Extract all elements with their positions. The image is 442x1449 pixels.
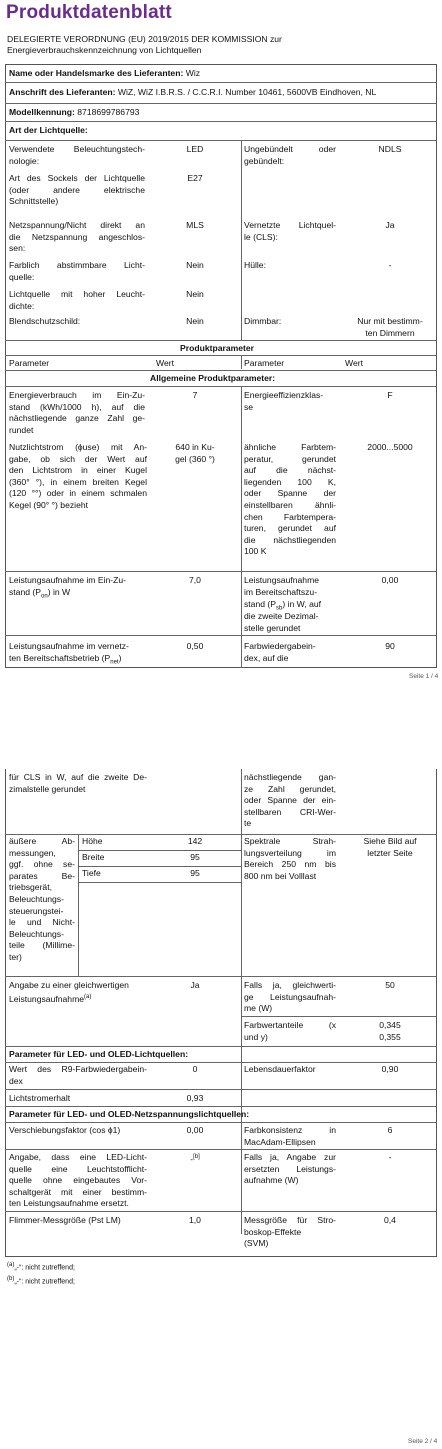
light-source-right-param-2-line: Hülle: bbox=[244, 260, 266, 270]
cls-standby-cont-line: für CLS in W, auf die zweite De- bbox=[9, 772, 147, 782]
stroboscopic-metric-line: (SVM) bbox=[244, 1238, 269, 1249]
power-on-line-2: stand $(P_{on})$ in W bbox=[9, 587, 71, 600]
stroboscopic-metric-value: 0,4 bbox=[384, 1215, 396, 1225]
light-source-param-0-line: Verwendete Beleuchtungstech- bbox=[9, 144, 145, 154]
light-source-right-param-0-line: Ungebündelt oder bbox=[244, 144, 336, 154]
dimensions-label-line: parates Be- bbox=[9, 870, 75, 881]
luminous-flux-line: den Lichtstrom in einer Kugel bbox=[9, 465, 147, 476]
energy-consumption-line: Energieverbrauch im Ein-Zu- bbox=[9, 390, 145, 400]
supplier-name-row: Name oder Handelsmarke des Lieferanten: Wiz bbox=[9, 68, 201, 78]
cri-cont-line: ze Zahl gerundet, bbox=[244, 783, 336, 794]
dimensions-label-line: ter) bbox=[9, 952, 22, 962]
footnote-1: $^{(b)}$„-“: nicht zutreffend; bbox=[7, 1276, 75, 1286]
lifetime-factor-value: 0,90 bbox=[381, 1064, 399, 1074]
standby-line-3: die zweite Dezimal- bbox=[244, 611, 319, 621]
light-source-param-5-line: Blendschutzschild: bbox=[9, 316, 81, 326]
color-temp-line: 100 K bbox=[244, 546, 267, 557]
light-source-value-0: LED bbox=[186, 144, 204, 154]
flicker-metric: Flimmer-Messgröße (Pst LM) bbox=[9, 1215, 121, 1225]
flicker-metric-value: 1,0 bbox=[189, 1215, 201, 1225]
light-source-right-param-1-line: Vernetzte Lichtquel- bbox=[244, 220, 336, 230]
energy-consumption-value-line: 7 bbox=[192, 390, 198, 400]
dimensions-label-line: teile (Millime- bbox=[9, 940, 75, 951]
fluorescent-replacement-line: quelle eine Leuchtstofflicht- bbox=[9, 1163, 147, 1174]
dimensions-label-line: messungen, bbox=[9, 847, 56, 858]
standby-line-0: Leistungsaufnahme bbox=[244, 575, 320, 585]
dimensions-label-line: Beleuchtungs- bbox=[9, 894, 64, 904]
equivalent-power-watts-line: ge Leistungsaufnah- bbox=[244, 991, 336, 1002]
dimension-1-name: Breite bbox=[82, 852, 105, 862]
col-value-left: Wert bbox=[156, 358, 174, 368]
fluorescent-replacement-line: Angabe, dass eine LED-Licht- bbox=[9, 1152, 147, 1162]
standby-line-2: stand $(P_{sb})$ in W, auf bbox=[244, 599, 322, 612]
model-row: Modellkennung: 8718699786793 bbox=[9, 107, 140, 117]
chromaticity-value-line: 0,345 bbox=[379, 1020, 401, 1030]
color-temp-line: chen Farbtempera- bbox=[244, 511, 336, 522]
light-source-right-value-2-line: - bbox=[388, 260, 392, 270]
color-consistency-value: 6 bbox=[387, 1125, 393, 1135]
energy-consumption-line: rundet bbox=[9, 424, 34, 435]
color-temp-line: liegenden 100 K, bbox=[244, 476, 336, 487]
dimensions-label-line: Beleuchtungs- bbox=[9, 928, 64, 939]
color-temp-value-line: 2000...5000 bbox=[367, 442, 413, 452]
spectral-distribution-line: lungsverteilung im bbox=[244, 847, 336, 858]
light-source-right-value-3-line: ten Dimmern bbox=[365, 327, 415, 338]
dimension-0-value: 142 bbox=[187, 836, 203, 846]
light-source-value-4: Nein bbox=[186, 289, 204, 299]
dimension-0-name: Höhe bbox=[82, 836, 103, 846]
light-source-value-3: Nein bbox=[186, 260, 204, 270]
energy-class-value-line: F bbox=[387, 390, 393, 400]
color-temp-line: turen, gerundet auf bbox=[244, 523, 336, 534]
luminous-flux-line: (120 °°) oder in einem schmalen bbox=[9, 488, 147, 499]
lumen-maintenance: Lichtstromerhalt bbox=[9, 1093, 71, 1103]
energy-consumption-line: stand (kWh/1000 h), auf die bbox=[9, 401, 145, 412]
light-source-param-0-line: nologie: bbox=[9, 155, 40, 166]
equivalent-power-watts-line: me (W) bbox=[244, 1003, 273, 1014]
dimension-2-value: 95 bbox=[190, 868, 200, 878]
light-source-value-2: MLS bbox=[186, 220, 204, 230]
luminous-flux-value-line: gel (360 °) bbox=[175, 453, 215, 464]
displacement-factor: Verschiebungsfaktor (cos ɸ1) bbox=[9, 1125, 121, 1135]
chromaticity-value-line: 0,355 bbox=[379, 1031, 401, 1042]
lumen-maintenance-value: 0,93 bbox=[186, 1093, 204, 1103]
r9-index-line: dex bbox=[9, 1075, 23, 1086]
replaced-power-line: Falls ja, Angabe zur bbox=[244, 1152, 336, 1162]
col-param-left: Parameter bbox=[9, 358, 50, 368]
fluorescent-replacement-line: ten Leistungsaufnahme ersetzt. bbox=[9, 1198, 129, 1209]
replaced-power-value: - bbox=[388, 1152, 392, 1162]
equivalent-power-line-0: Angabe zu einer gleichwertigen bbox=[9, 980, 129, 990]
equivalent-power-watts-line: Falls ja, gleichwerti- bbox=[244, 980, 336, 990]
luminous-flux-value-line: 640 in Ku- bbox=[175, 442, 215, 452]
r9-index-value: 0 bbox=[192, 1064, 198, 1074]
cri-value-line: 90 bbox=[385, 641, 395, 651]
color-temp-line: auf die nächst- bbox=[244, 465, 336, 476]
color-consistency-line: Farbkonsistenz in bbox=[244, 1125, 336, 1135]
energy-consumption-line: nächstliegende ganze Zahl ge- bbox=[9, 413, 145, 424]
light-source-param-3-line: quelle: bbox=[9, 271, 35, 282]
standby-line-1: im Bereitschaftszu- bbox=[244, 587, 318, 597]
light-source-param-2-line: Netzspannung/Nicht direkt an bbox=[9, 220, 145, 230]
light-source-value-1: E27 bbox=[187, 173, 203, 183]
luminous-flux-line: gabe, ob sich der Wert auf bbox=[9, 453, 147, 464]
equivalent-power-value: Ja bbox=[190, 980, 200, 990]
light-source-right-value-3-line: Nur mit bestimm- bbox=[357, 316, 423, 326]
cri-line: dex, auf die bbox=[244, 652, 289, 663]
networked-standby-value-line: 0,50 bbox=[186, 641, 204, 651]
spectral-distribution-line: 800 nm bei Volllast bbox=[244, 870, 317, 881]
cri-cont-line: te bbox=[244, 818, 252, 829]
regulation-line-2: Energieverbrauchskennzeichnung von Lichtquellen bbox=[7, 45, 202, 55]
spectral-distribution-line: Spektrale Strah- bbox=[244, 836, 336, 846]
fluorescent-replacement-line: quelle ohne eingebautes Vor- bbox=[9, 1175, 147, 1186]
stroboscopic-metric-line: boskop-Effekte bbox=[244, 1226, 302, 1237]
light-source-right-value-1-line: Ja bbox=[385, 220, 395, 230]
networked-standby-line-0: Leistungsaufnahme im vernetz- bbox=[9, 641, 129, 651]
equivalent-power-watts-value: 50 bbox=[385, 980, 395, 990]
color-temp-line: oder Spanne der bbox=[244, 488, 336, 499]
fluorescent-replacement-value: -[b] bbox=[190, 1153, 200, 1164]
cri-cont-line: oder Spanne der ein- bbox=[244, 795, 336, 806]
networked-standby-line-1: ten Bereitschaftsbetrieb $(P_{net})$ bbox=[9, 653, 122, 666]
cri-line: Farbwiedergabein- bbox=[244, 641, 316, 651]
product-params-heading: Produktparameter bbox=[180, 343, 255, 353]
spectral-distribution-value-line: letzter Seite bbox=[367, 847, 413, 858]
spectral-distribution-line: Bereich 250 nm bis bbox=[244, 859, 336, 870]
page-title: Produktdatenblatt bbox=[6, 2, 172, 23]
col-param-right: Parameter bbox=[244, 358, 285, 368]
footnote-0: $^{(a)}$„-“: nicht zutreffend; bbox=[7, 1262, 75, 1272]
led-params-heading: Parameter für LED- und OLED-Lichtquellen: bbox=[9, 1049, 189, 1059]
light-source-param-4-line: dichte: bbox=[9, 300, 35, 311]
dimensions-label-line: ggf. ohne se- bbox=[9, 859, 75, 870]
color-temp-line: einstellbaren ähnli- bbox=[244, 500, 336, 510]
displacement-factor-value: 0,00 bbox=[186, 1125, 204, 1135]
light-source-param-2-line: die Netzspannung angeschlos- bbox=[9, 231, 145, 242]
replaced-power-line: ersetzten Leistungs- bbox=[244, 1163, 336, 1174]
chromaticity-line: Farbwertanteile (x bbox=[244, 1020, 336, 1030]
regulation-line-1: DELEGIERTE VERORDNUNG (EU) 2019/2015 DER KOMMISSION zur bbox=[7, 34, 282, 44]
dimension-2-name: Tiefe bbox=[82, 868, 101, 878]
luminous-flux-line: (360° °), in einem breiten Kegel bbox=[9, 476, 147, 487]
energy-class-line: Energieeffizienzklas- bbox=[244, 390, 324, 400]
dimensions-label-line: triebsgerät, bbox=[9, 882, 52, 893]
supplier-address-row: Anschrift des Lieferanten: WiZ, WiZ I.B.R.S. / C.C.R.I. Number 10461, 5600VB Eindhoven, NL bbox=[9, 87, 377, 97]
dimension-1-value: 95 bbox=[190, 852, 200, 862]
dimensions-label-line: steuerungstei- bbox=[9, 905, 64, 916]
light-source-param-1-line: Art des Sockels der Lichtquelle bbox=[9, 173, 145, 183]
light-source-param-3-line: Farblich abstimmbare Licht- bbox=[9, 260, 145, 270]
dimensions-label-line: le und Nicht- bbox=[9, 917, 75, 928]
light-source-right-param-0-line: gebündelt: bbox=[244, 155, 285, 166]
light-source-value-5: Nein bbox=[186, 316, 204, 326]
light-source-right-param-1-line: le (CLS): bbox=[244, 231, 278, 242]
color-temp-line: die nächstliegenden bbox=[244, 534, 336, 545]
light-source-param-2-line: sen: bbox=[9, 243, 26, 254]
page2-footer: Seite 2 / 4 bbox=[408, 1438, 438, 1445]
cri-cont-line: nächstliegende gan- bbox=[244, 772, 336, 782]
standby-line-4: stelle gerundet bbox=[244, 623, 301, 633]
mains-params-heading: Parameter für LED- und OLED-Netzspannungslichtquellen: bbox=[9, 1109, 250, 1119]
light-source-right-param-3-line: Dimmbar: bbox=[244, 316, 282, 326]
cri-cont-line: stellbaren CRI-Wer- bbox=[244, 806, 336, 817]
stroboscopic-metric-line: Messgröße für Stro- bbox=[244, 1215, 336, 1225]
light-source-type-heading: Art der Lichtquelle: bbox=[9, 125, 88, 135]
equivalent-power-line-1: Leistungsaufnahme$^{(a)}$ bbox=[9, 993, 92, 1004]
light-source-param-1-line: (oder andere elektrische bbox=[9, 184, 145, 195]
dimensions-label-line: äußere Ab- bbox=[9, 836, 75, 846]
cls-standby-cont-line: zimalstelle gerundet bbox=[9, 783, 86, 794]
color-temp-line: peratur, gerundet bbox=[244, 453, 336, 464]
light-source-right-value-0-line: NDLS bbox=[378, 144, 402, 154]
page1-footer: Seite 1 / 4 bbox=[409, 673, 439, 680]
replaced-power-line: aufnahme (W) bbox=[244, 1175, 299, 1186]
general-params-heading: Allgemeine Produktparameter: bbox=[150, 373, 276, 383]
color-consistency-line: MacAdam-Ellipsen bbox=[244, 1136, 316, 1147]
col-value-right: Wert bbox=[345, 358, 363, 368]
energy-class-line: se bbox=[244, 401, 254, 412]
light-source-param-4-line: Lichtquelle mit hoher Leucht- bbox=[9, 289, 145, 299]
fluorescent-replacement-line: schaltgerät mit einer bestimm- bbox=[9, 1186, 147, 1197]
standby-value-line: 0,00 bbox=[381, 575, 399, 585]
r9-index-line: Wert des R9-Farbwiedergabein- bbox=[9, 1064, 147, 1074]
power-on-value-line: 7,0 bbox=[189, 575, 201, 585]
power-on-line: Leistungsaufnahme im Ein-Zu- bbox=[9, 575, 127, 585]
luminous-flux-line: Nutzlichtstrom (ɸuse) mit An- bbox=[9, 442, 147, 452]
chromaticity-line: und y) bbox=[244, 1031, 268, 1042]
color-temp-line: ähnliche Farbtem- bbox=[244, 442, 336, 452]
lifetime-factor: Lebensdauerfaktor bbox=[244, 1064, 316, 1074]
luminous-flux-line: Kegel (90° °) bezieht bbox=[9, 500, 89, 510]
light-source-param-1-line: Schnittstelle) bbox=[9, 196, 59, 207]
spectral-distribution-value-line: Siehe Bild auf bbox=[363, 836, 417, 846]
